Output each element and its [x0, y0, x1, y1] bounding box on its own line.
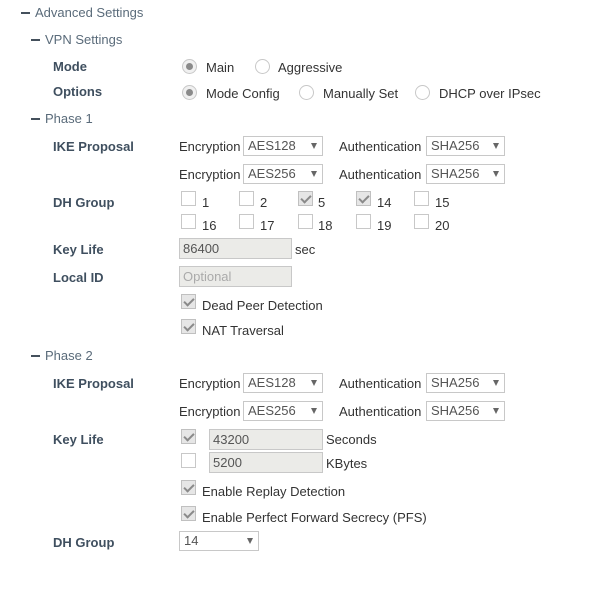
dh-group-1-label: 1 [202, 195, 210, 210]
dh-group-14-label: 14 [377, 195, 392, 210]
mode-aggressive-radio[interactable] [255, 59, 270, 74]
dh-group-17-label: 17 [260, 218, 275, 233]
select-value: SHA256 [431, 375, 480, 390]
dh-group-20-label: 20 [435, 218, 450, 233]
key-life-kbytes-checkbox[interactable] [181, 453, 196, 468]
option-manually-set-radio[interactable] [299, 85, 314, 100]
phase2-dh-group-label: DH Group [53, 535, 115, 550]
collapse-icon [21, 12, 30, 14]
phase2-title: Phase 2 [45, 348, 93, 363]
select-value: AES128 [248, 375, 296, 390]
phase1-key-life-unit: sec [295, 242, 316, 257]
select-value: SHA256 [431, 403, 480, 418]
phase2-ike-proposal-label: IKE Proposal [53, 376, 134, 391]
replay-detection-checkbox[interactable] [181, 480, 196, 495]
dh-group-5-checkbox[interactable] [298, 191, 313, 206]
phase2-toggle[interactable] [31, 348, 93, 363]
options-label: Options [53, 84, 103, 99]
collapse-icon [31, 118, 40, 120]
dh-group-15-checkbox[interactable] [414, 191, 429, 206]
nat-traversal-checkbox[interactable] [181, 319, 196, 334]
key-life-seconds-checkbox[interactable] [181, 429, 196, 444]
dh-group-19-label: 19 [377, 218, 392, 233]
key-life-seconds-input[interactable]: 43200 [209, 429, 323, 450]
phase1-dh-group-label: DH Group [53, 195, 115, 210]
phase2-dh-group-select[interactable] [179, 531, 259, 551]
phase2-authentication-select-1[interactable] [426, 373, 505, 393]
dh-group-20-checkbox[interactable] [414, 214, 429, 229]
phase2-authentication-label-2: Authentication [339, 404, 422, 419]
phase2-key-life-label: Key Life [53, 432, 104, 447]
phase1-key-life-input[interactable]: 86400 [179, 238, 292, 259]
dh-group-18-checkbox[interactable] [298, 214, 313, 229]
phase1-key-life-label: Key Life [53, 242, 104, 257]
phase2-encryption-select-1[interactable] [243, 373, 323, 393]
phase1-ike-proposal-label: IKE Proposal [53, 139, 134, 154]
phase1-authentication-select-1[interactable] [426, 136, 505, 156]
dh-group-17-checkbox[interactable] [239, 214, 254, 229]
phase1-authentication-label: Authentication [339, 139, 422, 154]
select-value: 14 [184, 533, 199, 548]
chevron-down-icon [311, 408, 317, 414]
select-value: SHA256 [431, 138, 480, 153]
option-mode-config-label: Mode Config [206, 86, 280, 101]
dead-peer-detection-label: Dead Peer Detection [202, 298, 323, 313]
phase1-authentication-select-2[interactable] [426, 164, 505, 184]
dh-group-5-label: 5 [318, 195, 326, 210]
key-life-seconds-unit: Seconds [326, 432, 377, 447]
chevron-down-icon [311, 171, 317, 177]
key-life-kbytes-unit: KBytes [326, 456, 368, 471]
vpn-settings-title: VPN Settings [45, 32, 123, 47]
dh-group-18-label: 18 [318, 218, 333, 233]
dh-group-14-checkbox[interactable] [356, 191, 371, 206]
chevron-down-icon [247, 538, 253, 544]
phase2-authentication-label: Authentication [339, 376, 422, 391]
phase2-encryption-select-2[interactable] [243, 401, 323, 421]
phase1-toggle[interactable] [31, 111, 93, 126]
select-value: SHA256 [431, 166, 480, 181]
phase2-encryption-label-2: Encryption [179, 404, 241, 419]
mode-label: Mode [53, 59, 87, 74]
chevron-down-icon [493, 143, 499, 149]
collapse-icon [31, 355, 40, 357]
option-mode-config-radio[interactable] [182, 85, 197, 100]
local-id-input[interactable]: Optional [179, 266, 292, 287]
dh-group-19-checkbox[interactable] [356, 214, 371, 229]
dh-group-16-label: 16 [202, 218, 217, 233]
dh-group-1-checkbox[interactable] [181, 191, 196, 206]
dh-group-2-label: 2 [260, 195, 268, 210]
phase1-title: Phase 1 [45, 111, 93, 126]
vpn-settings-toggle[interactable] [31, 32, 122, 47]
chevron-down-icon [493, 380, 499, 386]
option-dhcp-over-ipsec-radio[interactable] [415, 85, 430, 100]
mode-aggressive-label: Aggressive [278, 60, 343, 75]
local-id-label: Local ID [53, 270, 104, 285]
phase1-encryption-label-2: Encryption [179, 167, 241, 182]
dh-group-2-checkbox[interactable] [239, 191, 254, 206]
advanced-settings-toggle[interactable] [21, 5, 143, 20]
mode-main-radio[interactable] [182, 59, 197, 74]
phase1-authentication-label-2: Authentication [339, 167, 422, 182]
pfs-checkbox[interactable] [181, 506, 196, 521]
phase2-encryption-label: Encryption [179, 376, 241, 391]
chevron-down-icon [493, 408, 499, 414]
dead-peer-detection-checkbox[interactable] [181, 294, 196, 309]
dh-group-16-checkbox[interactable] [181, 214, 196, 229]
advanced-settings-title: Advanced Settings [35, 5, 144, 20]
dh-group-15-label: 15 [435, 195, 450, 210]
select-value: AES256 [248, 166, 296, 181]
pfs-label: Enable Perfect Forward Secrecy (PFS) [202, 510, 427, 525]
phase1-encryption-label: Encryption [179, 139, 241, 154]
nat-traversal-label: NAT Traversal [202, 323, 284, 338]
chevron-down-icon [311, 380, 317, 386]
phase2-authentication-select-2[interactable] [426, 401, 505, 421]
mode-main-label: Main [206, 60, 235, 75]
phase1-encryption-select-2[interactable] [243, 164, 323, 184]
collapse-icon [31, 39, 40, 41]
option-dhcp-over-ipsec-label: DHCP over IPsec [439, 86, 541, 101]
chevron-down-icon [311, 143, 317, 149]
phase1-encryption-select-1[interactable] [243, 136, 323, 156]
replay-detection-label: Enable Replay Detection [202, 484, 346, 499]
select-value: AES128 [248, 138, 296, 153]
key-life-kbytes-input[interactable]: 5200 [209, 452, 323, 473]
option-manually-set-label: Manually Set [323, 86, 399, 101]
chevron-down-icon [493, 171, 499, 177]
select-value: AES256 [248, 403, 296, 418]
